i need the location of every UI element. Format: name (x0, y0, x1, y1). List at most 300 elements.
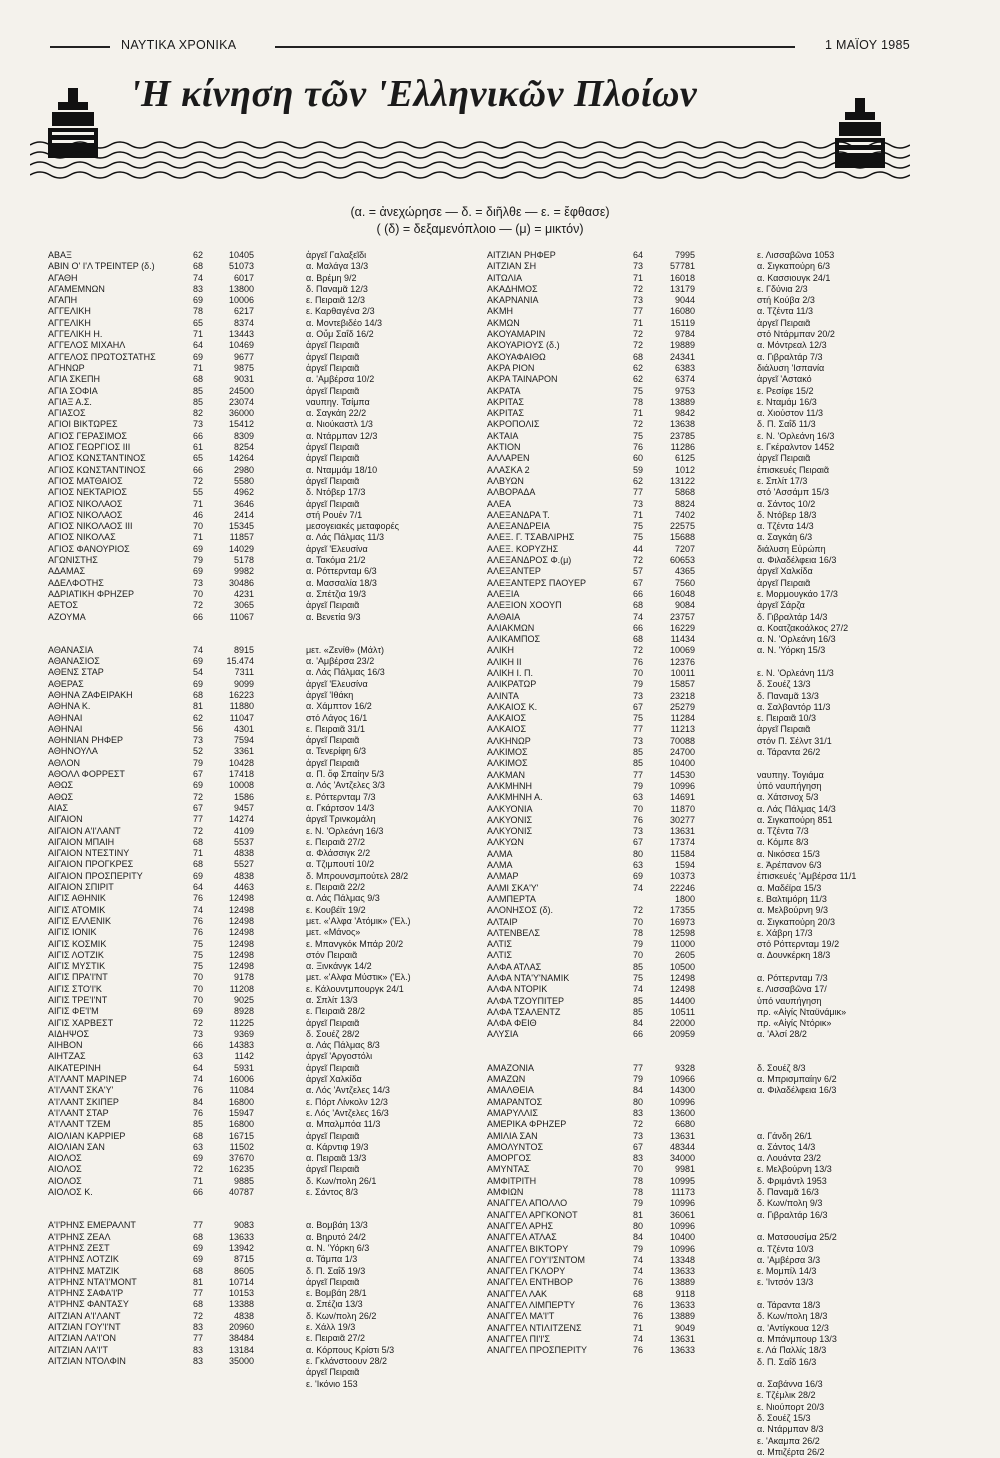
ship-year: 83 (633, 1107, 644, 1118)
ship-tonnage: 10373 (669, 871, 695, 882)
ship-row (487, 566, 957, 577)
ship-name: ΑΛΥΣΙΑ (487, 1029, 519, 1040)
status-continuation-row (487, 1436, 957, 1447)
ship-tonnage: 12498 (228, 949, 254, 960)
ship-tonnage: 12498 (228, 893, 254, 904)
ship-name: ΑΘΕΝΣ ΣΤΑΡ (48, 667, 104, 678)
ship-name: ΑΓΑΘΗ (48, 272, 78, 283)
ship-status: ε. Λός 'Αντζελες 16/3 (306, 1107, 389, 1118)
ship-status: ὑπό ναυπήγηση (757, 780, 822, 791)
ship-status: δ. Σουέζ 15/3 (757, 1412, 811, 1423)
ship-tonnage: 16715 (228, 1130, 254, 1141)
ship-name: ΑΙΟΛΟΣ Κ. (48, 1187, 93, 1198)
ship-row (487, 431, 957, 442)
ship-year: 77 (193, 1288, 204, 1299)
ship-name: ΑΛΙΚΗ (487, 645, 515, 656)
ship-tonnage: 9842 (674, 408, 695, 419)
ship-name: ΑΛΚΜΗΝΗ (487, 780, 533, 791)
ship-year: 72 (633, 340, 644, 351)
ship-row (487, 645, 957, 656)
ship-year: 72 (633, 555, 644, 566)
ship-row (487, 826, 957, 837)
ship-year: 57 (633, 566, 644, 577)
ship-row (487, 747, 957, 758)
issue-date: 1 ΜΑΪΟΥ 1985 (825, 38, 910, 52)
ship-name: ΑΛΦΑ ΦΕΙΘ (487, 1018, 537, 1029)
ship-year: 70 (633, 1164, 644, 1175)
ship-status: ε. Πειραιᾶ 10/3 (757, 713, 817, 724)
ship-name: ΑΛΜΑΡ (487, 871, 519, 882)
ship-year: 71 (633, 272, 644, 283)
ship-tonnage: 9369 (233, 1028, 254, 1039)
ship-row (487, 657, 957, 668)
ship-tonnage: 13633 (669, 1300, 695, 1311)
ship-row (487, 476, 957, 487)
ship-year: 69 (193, 780, 204, 791)
ship-tonnage: 35000 (228, 1355, 254, 1366)
ship-year: 71 (193, 498, 204, 509)
ship-status: α. Βρέμη 9/2 (306, 272, 357, 283)
ship-row (487, 837, 957, 848)
ship-name: ΑΓΙΟΣ ΝΕΚΤΑΡΙΟΣ (48, 487, 127, 498)
ship-year: 85 (193, 1119, 204, 1130)
ship-tonnage: 9044 (674, 295, 695, 306)
ship-status: ναυπηγ. Τσίμπα (306, 396, 370, 407)
ship-row (487, 408, 957, 419)
ship-status: ἀργεῖ Πειραιᾶ (757, 724, 811, 735)
ship-row (48, 1322, 468, 1333)
ship-status: πρ. «Αἰγίς Ντόρικ» (757, 1018, 832, 1029)
ship-row (48, 340, 468, 351)
ship-year: 85 (633, 747, 644, 758)
ship-row (487, 386, 957, 397)
ship-year: 73 (633, 498, 644, 509)
ship-status: α. Ντάρμπαν 8/3 (757, 1424, 824, 1435)
ship-status: α. Χάμπτον 16/2 (306, 701, 372, 712)
ship-row (487, 352, 957, 363)
ship-name: ΑΛΦΑ ΝΤΑ'Υ'ΝΑΜΙΚ (487, 973, 570, 983)
ship-row (487, 1097, 957, 1108)
ship-row (487, 1176, 957, 1187)
group-gap (48, 1198, 468, 1220)
ship-row (48, 1288, 468, 1299)
ship-year: 64 (633, 250, 644, 260)
ship-year: 76 (633, 1300, 644, 1311)
ship-name: ΑΙΓΙΣ ΧΑΡΒΕΣΤ (48, 1017, 114, 1028)
ship-name: ΑΛΜΑ (487, 860, 513, 871)
ship-row (48, 1063, 468, 1074)
ship-name: ΑΘΗΝΙΑΝ ΡΗΦΕΡ (48, 735, 124, 746)
ship-row (487, 736, 957, 747)
ship-row (487, 804, 957, 815)
ship-name: ΑΙΤΖΙΑΝ ΝΤΟΛΦΙΝ (48, 1355, 126, 1366)
ship-year: 70 (633, 916, 644, 927)
ship-row (48, 893, 468, 904)
ship-row (48, 306, 468, 317)
ship-name: ΑΓΙΟΣ ΝΙΚΟΛΑΟΣ (48, 498, 123, 509)
ship-name: ΑΛΕΞΑΝΔΡΕΙΑ (487, 521, 550, 532)
ship-row (48, 916, 468, 927)
ship-status: ε. Νταμάμ 16/3 (757, 396, 817, 407)
ship-name: ΑΙΓΙΣ ΕΛΛΕΝΙΚ (48, 915, 112, 926)
ship-status: ε. Ρεσίφε 15/2 (757, 385, 814, 396)
ship-row (48, 453, 468, 464)
ship-row (487, 600, 957, 611)
ship-name: ΑΙΟΛΙΑΝ ΣΑΝ (48, 1141, 105, 1152)
ship-name: ΑΓΙΟΣ ΓΕΡΑΣΙΜΟΣ (48, 430, 127, 441)
ship-year: 81 (193, 701, 204, 712)
ship-row (487, 465, 957, 476)
ship-year: 62 (193, 250, 204, 260)
ship-row (48, 1153, 468, 1164)
ship-row (487, 962, 957, 973)
ship-year: 79 (633, 1074, 644, 1085)
ship-tonnage: 20960 (228, 1322, 254, 1333)
ship-year: 70 (633, 950, 644, 961)
ship-row (48, 566, 468, 577)
ship-year: 72 (633, 329, 644, 340)
ship-year: 76 (633, 656, 644, 667)
header-rule-right (275, 46, 795, 48)
ship-tonnage: 14029 (228, 543, 254, 554)
ship-status: μετ. «Μάνος» (306, 927, 361, 938)
ship-row (48, 701, 468, 712)
ship-row (48, 1243, 468, 1254)
ship-row (48, 679, 468, 690)
ship-row (48, 261, 468, 272)
ship-name: Α'Ι'ΡΗΝΣ ΛΟΤΖΙΚ (48, 1254, 119, 1265)
ship-year: 83 (193, 1322, 204, 1333)
ship-name: ΑΛΦΑ ΝΤΟΡΙΚ (487, 984, 548, 995)
ship-name: ΑΔΡΙΑΤΙΚΗ ΦΡΗΖΕΡ (48, 588, 135, 599)
ship-tonnage: 5931 (233, 1062, 254, 1073)
ship-year: 83 (193, 1355, 204, 1366)
ship-year: 77 (193, 1220, 204, 1231)
ship-status: δ. Ντόβερ 18/3 (757, 509, 817, 520)
ship-year: 77 (633, 306, 644, 317)
ship-name: ΑΙΟΛΙΑΝ ΚΑΡΡΙΕΡ (48, 1130, 126, 1141)
ship-year: 78 (633, 1187, 644, 1198)
ship-year: 68 (193, 1265, 204, 1276)
ship-year: 71 (193, 848, 204, 859)
status-continuation-row (487, 1413, 957, 1424)
ship-year: 66 (193, 1040, 204, 1051)
ship-tonnage: 38484 (228, 1333, 254, 1344)
ship-row (48, 1254, 468, 1265)
ship-tonnage: 16018 (669, 272, 695, 283)
ship-status: α. Μόντρεαλ 12/3 (757, 340, 827, 351)
ship-row (487, 1108, 957, 1119)
ship-tonnage: 10996 (669, 1220, 695, 1231)
ship-tonnage: 13443 (228, 329, 254, 340)
ship-year: 72 (193, 1164, 204, 1175)
ship-name: ΑΚΑΔΗΜΟΣ (487, 283, 538, 294)
ship-row (487, 1142, 957, 1153)
ship-tonnage: 9753 (674, 385, 695, 396)
ship-name: ΑΙΓΙΣ ΠΡΑ'Ι'ΝΤ (48, 972, 108, 983)
ship-name: ΑΛΕΞΙΑ (487, 588, 520, 599)
ship-status: ε. 'Ικόνιο 153 (306, 1378, 358, 1389)
ship-year: 44 (633, 543, 644, 554)
ship-name: ΑΝΑΓΓΕΛ ΓΟΥ'Ι'ΣΝΤΟΜ (487, 1254, 585, 1265)
ship-status: α. Οὔμ Σαΐδ 16/2 (306, 329, 374, 340)
ship-row (487, 329, 957, 340)
ship-name: ΑΙΓΑΙΟΝ ΠΡΟΓΚΡΕΣ (48, 859, 134, 870)
ship-name: ΑΓΓΕΛΟΣ ΜΙΧΑΗΛ (48, 340, 126, 351)
ship-year: 72 (633, 905, 644, 916)
ship-tonnage: 15345 (228, 521, 254, 532)
ship-tonnage: 20959 (669, 1029, 695, 1040)
ship-row (48, 1187, 468, 1198)
ship-row (487, 250, 957, 261)
ship-name: ΑΘΗΝΑΙ (48, 712, 83, 723)
ship-year: 74 (193, 272, 204, 283)
ship-name: ΑΛΚΑΙΟΣ (487, 713, 527, 724)
ship-row (48, 555, 468, 566)
ship-row (48, 1108, 468, 1119)
ship-tonnage: 8254 (233, 442, 254, 453)
ship-year: 63 (193, 1141, 204, 1152)
ship-status: α. Σαγκάη 6/3 (757, 532, 813, 543)
ship-status: ε. Κάλουντμπουργκ 24/1 (306, 983, 404, 994)
ship-row (487, 1289, 957, 1300)
ship-year: 64 (193, 882, 204, 893)
ship-name: ΑΓΗΝΩΡ (48, 362, 85, 373)
ship-status: α. Πειραιᾶ 13/3 (306, 1153, 367, 1164)
ship-row (487, 1244, 957, 1255)
ship-name: ΑΖΟΥΜΑ (48, 611, 86, 622)
ship-year: 85 (633, 1006, 644, 1017)
ship-year: 60 (633, 453, 644, 464)
ship-name: ΑΜΦΙΩΝ (487, 1187, 524, 1198)
ship-name: Α'Ι'ΛΑΝΤ ΣΤΑΡ (48, 1107, 109, 1118)
ship-row (487, 1164, 957, 1175)
ship-name: Α'Ι'ΡΗΝΣ ΝΤΑ'Ι'ΜΟΝΤ (48, 1276, 137, 1287)
ship-name: ΑΒΑΞ (48, 250, 72, 260)
ship-tonnage: 70088 (669, 735, 695, 746)
ship-year: 81 (193, 1276, 204, 1287)
ship-status: ἀργεῖ Πειραιᾶ (306, 340, 360, 351)
ship-name: Α'Ι'ΡΗΝΣ ΜΑΤΖΙΚ (48, 1265, 120, 1276)
ship-name: ΑΛΕΑ (487, 498, 512, 509)
ship-status: α. Μπαλμπόα 11/3 (306, 1119, 381, 1130)
ship-status: α. Φλάσσιγκ 2/2 (306, 848, 371, 859)
ship-tonnage: 12498 (228, 927, 254, 938)
ship-year: 77 (193, 814, 204, 825)
ship-row (48, 465, 468, 476)
ship-name: ΑΛΚΑΙΟΣ Κ. (487, 701, 538, 712)
ship-tonnage: 40787 (228, 1187, 254, 1198)
ship-status: α. Κόμπε 8/3 (757, 837, 809, 848)
ship-status: ε. Βομβάη 28/1 (306, 1288, 367, 1299)
ship-status: α. Μπιζέρτα 26/2 (757, 1446, 825, 1457)
ship-status: ἀργεῖ Πειραιᾶ (306, 498, 360, 509)
ship-name: ΑΙΚΑΤΕΡΙΝΗ (48, 1062, 101, 1073)
ship-status: α. Μπρισμπαίην 6/2 (757, 1074, 837, 1085)
ship-year: 73 (633, 295, 644, 306)
ship-status: α. Νταμμάμ 18/10 (306, 464, 378, 475)
ship-name: ΑΛΙΑΚΜΩΝ (487, 622, 535, 633)
ship-tonnage: 22000 (669, 1018, 695, 1029)
ship-status: πρ. «Αἰγίς Νταϋνάμικ» (757, 1006, 847, 1017)
ship-name: ΑΛΘΑΙΑ (487, 611, 521, 622)
ship-status: α. Φιλαδέλφεια 16/3 (757, 555, 837, 566)
ship-name: ΑΛΒΟΡΑΔΑ (487, 487, 536, 498)
ship-status: α. Ν. 'Υόρκη 6/3 (306, 1242, 370, 1253)
ship-year: 68 (193, 374, 204, 385)
ship-name: ΑΛΦΑ ΤΖΟΥΠΙΤΕΡ (487, 995, 564, 1006)
ship-year: 68 (633, 351, 644, 362)
ship-tonnage: 57781 (669, 261, 695, 272)
ship-status: ἀργεῖ 'Ελευσίνα (306, 543, 368, 554)
ship-year: 72 (193, 1310, 204, 1321)
ship-row (48, 397, 468, 408)
ship-name: Α'Ι'ΡΗΝΣ ΦΑΝΤΑΣΥ (48, 1299, 129, 1310)
ship-year: 72 (633, 419, 644, 430)
ship-status: στόν Πειραιᾶ (306, 949, 358, 960)
ship-tonnage: 13638 (669, 419, 695, 430)
ship-tonnage: 5527 (233, 859, 254, 870)
ship-status: ε. Ν. 'Ορλεάνη 16/3 (306, 825, 384, 836)
ship-row (48, 1119, 468, 1130)
ship-name: ΑΒΙΝ Ο' Ι'Λ ΤΡΕΙΝΤΕΡ (δ.) (48, 261, 155, 272)
ship-name: ΑΙΤΖΙΑΝ ΡΗΦΕΡ (487, 250, 556, 260)
ship-row (48, 690, 468, 701)
ship-status: στό Ρόττερνταμ 19/2 (757, 939, 840, 950)
ship-year: 68 (633, 634, 644, 645)
ship-status: α. Σπέτζια 19/3 (306, 588, 367, 599)
ship-status: α. Ρόττερνταμ 6/3 (306, 566, 377, 577)
ship-tonnage: 10069 (669, 645, 695, 656)
ship-status: α. Βηρυτό 24/2 (306, 1231, 366, 1242)
ship-row (487, 1074, 957, 1085)
ship-status: ναυπηγ. Τογιάμα (757, 769, 824, 780)
ship-row (48, 1266, 468, 1277)
ship-tonnage: 5537 (233, 836, 254, 847)
ship-tonnage: 10996 (669, 780, 695, 791)
ship-row (487, 894, 957, 905)
ship-tonnage: 12376 (669, 656, 695, 667)
ship-name: ΑΛΕΞ. ΚΟΡΥΖΗΣ (487, 543, 559, 554)
ship-tonnage: 9328 (674, 1062, 695, 1073)
ship-name: ΑΓΙΑ ΣΚΕΠΗ (48, 374, 101, 385)
ship-name: ΑΚΤΑΙΑ (487, 430, 519, 441)
ship-status: α. Λάς Πάλμας 14/3 (757, 803, 836, 814)
ship-row (487, 973, 957, 984)
ship-name: ΑΛΙΚΡΑΤΩΡ (487, 679, 537, 690)
ship-tonnage: 24341 (669, 351, 695, 362)
ship-tonnage: 4838 (233, 870, 254, 881)
ship-tonnage: 13633 (228, 1231, 254, 1242)
ship-year: 76 (633, 442, 644, 453)
ship-row (48, 984, 468, 995)
ship-status: α. Γκάρτσον 14/3 (306, 802, 375, 813)
ship-year: 67 (633, 701, 644, 712)
ship-row (487, 544, 957, 555)
ship-status: α. Τενερίφη 6/3 (306, 746, 367, 757)
ship-tonnage: 12498 (228, 961, 254, 972)
ship-status: δ. Σουέζ 8/3 (757, 1062, 806, 1073)
ship-year: 77 (193, 1333, 204, 1344)
ship-tonnage: 10469 (228, 340, 254, 351)
ship-tonnage: 11584 (670, 848, 695, 859)
ship-year: 76 (633, 1277, 644, 1288)
ship-tonnage: 13631 (669, 826, 695, 837)
status-continuation-row (487, 1402, 957, 1413)
ship-year: 73 (193, 1028, 204, 1039)
ship-tonnage: 4838 (233, 1310, 254, 1321)
ship-row (487, 273, 957, 284)
ship-year: 59 (633, 464, 644, 475)
ship-row (487, 1131, 957, 1142)
ship-name: ΑΝΑΓΓΕΛ ΠΡΟΣΠΕΡΙΤΥ (487, 1345, 588, 1356)
ship-status: α. Σάντος 10/2 (757, 498, 816, 509)
ship-year: 66 (193, 464, 204, 475)
ship-status: ε. Ρόττερνταμ 7/3 (306, 791, 376, 802)
ship-row (487, 1255, 957, 1266)
ship-name: ΑΛΕΞΑΝΔΡΑ Τ. (487, 509, 550, 520)
ship-name: ΑΙΓΑΙΟΝ (48, 814, 83, 825)
ship-name: ΑΛΑΣΚΑ 2 (487, 464, 530, 475)
ship-tonnage: 24500 (228, 385, 254, 396)
ship-row (48, 1356, 468, 1367)
ship-tonnage: 24700 (669, 747, 695, 758)
ship-status: ε. Γκλάνστοουν 28/2 (306, 1355, 387, 1366)
ship-name: ΑΝΑΓΓΕΛ ΛΑΚ (487, 1288, 547, 1299)
ship-name: ΑΝΑΓΓΕΛ ΕΝΤΗΒΟΡ (487, 1277, 573, 1288)
ship-row (487, 702, 957, 713)
ship-row (48, 995, 468, 1006)
ship-tonnage: 15119 (670, 317, 695, 328)
ship-tonnage: 13800 (228, 283, 254, 294)
ship-year: 63 (633, 792, 644, 803)
ship-status: α. Νικόσεα 15/3 (757, 848, 820, 859)
ship-row (48, 273, 468, 284)
ship-tonnage: 11047 (229, 712, 254, 723)
ship-name: ΑΙΑΣ (48, 802, 69, 813)
ship-status: δ. Σουέζ 13/3 (757, 679, 811, 690)
ship-status: ε. Πειραιᾶ 27/2 (306, 1333, 366, 1344)
ship-tonnage: 12498 (228, 915, 254, 926)
ship-row (487, 1323, 957, 1334)
right-ship-column (487, 250, 957, 1458)
ship-tonnage: 15412 (228, 419, 254, 430)
ship-row (48, 1164, 468, 1175)
ship-row (48, 939, 468, 950)
ship-status: ἀργεῖ 'Ελευσίνα (306, 678, 368, 689)
ship-tonnage: 11067 (229, 611, 254, 622)
ship-year: 72 (633, 1119, 644, 1130)
ship-name: Α'Ι'ΛΑΝΤ ΜΑΡΙΝΕΡ (48, 1074, 127, 1085)
ship-tonnage: 13631 (669, 1333, 695, 1344)
ship-year: 46 (193, 509, 204, 520)
ship-name: Α'Ι'ΛΑΝΤ ΤΖΕΜ (48, 1119, 111, 1130)
ship-year: 68 (193, 1130, 204, 1141)
ship-tonnage: 9118 (675, 1288, 695, 1299)
ship-year: 75 (633, 430, 644, 441)
ship-status: ἀργεῖ Πειραιᾶ (306, 1276, 360, 1287)
ship-name: ΑΓΙΟΣ ΓΕΩΡΓΙΟΣ ΙΙΙ (48, 442, 131, 453)
ship-status: ἀργεῖ Πειραιᾶ (306, 362, 360, 373)
ship-name: ΑΛΛΑΡΕΝ (487, 453, 530, 464)
ship-year: 73 (193, 577, 204, 588)
ship-row (487, 295, 957, 306)
ship-year: 73 (633, 261, 644, 272)
ship-status: α. Χάτσινοχ 5/3 (757, 792, 819, 803)
ship-status: δ. Σουέζ 28/2 (306, 1028, 360, 1039)
ship-name: ΑΕΤΟΣ (48, 600, 78, 611)
ship-tonnage: 9049 (674, 1322, 695, 1333)
